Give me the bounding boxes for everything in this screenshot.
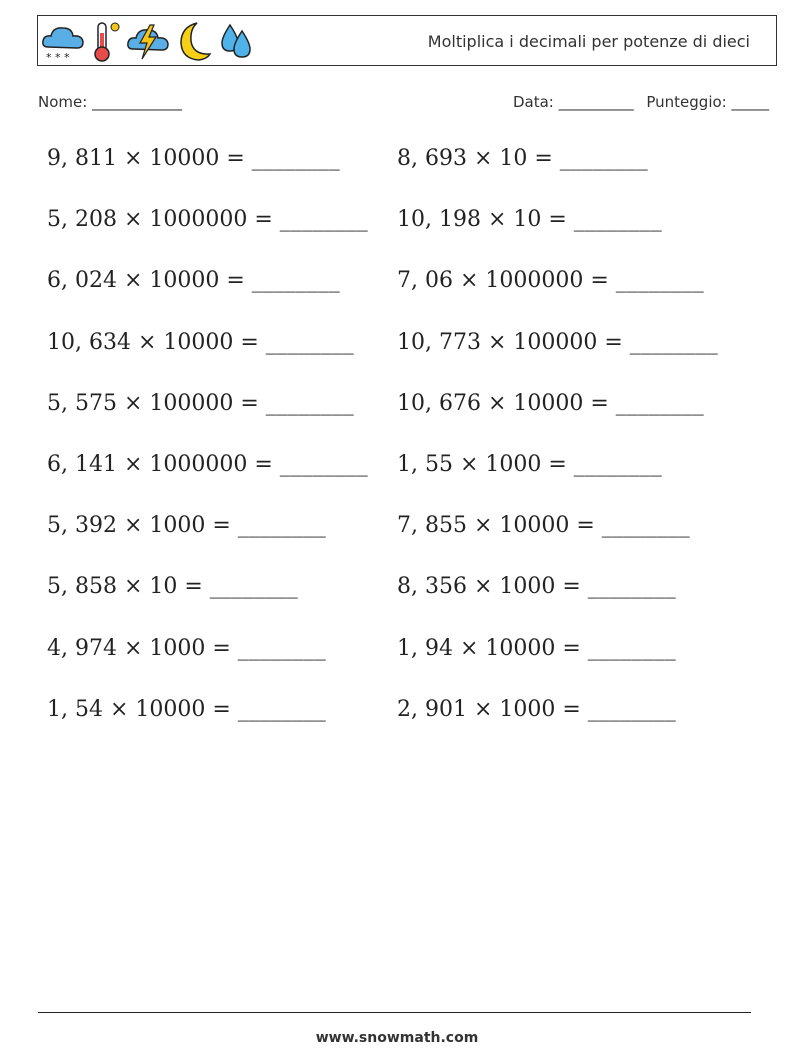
page-title: Moltiplica i decimali per potenze di dieci <box>427 32 750 51</box>
problem: 10, 634 × 10000 = ________ <box>47 329 354 355</box>
problem: 10, 676 × 10000 = ________ <box>397 390 704 416</box>
date-score-fields <box>505 93 769 111</box>
problem: 6, 141 × 1000000 = ________ <box>47 451 368 477</box>
name-field: Nome: ____________ <box>38 93 183 111</box>
problem: 8, 356 × 1000 = ________ <box>397 574 676 600</box>
problem-row <box>47 330 747 391</box>
footer-url: www.snowmath.com <box>315 1030 479 1046</box>
problem-row <box>47 574 747 635</box>
problem: 1, 55 × 1000 = ________ <box>397 451 662 477</box>
problem: 8, 693 × 10 = ________ <box>397 146 648 171</box>
problem-row <box>47 146 747 207</box>
problem: 9, 811 × 10000 = ________ <box>47 146 340 171</box>
problem: 7, 06 × 1000000 = ________ <box>397 268 704 294</box>
thunder-cloud-icon <box>126 19 170 63</box>
moon-icon <box>173 19 213 63</box>
problem: 10, 198 × 10 = ________ <box>397 207 662 233</box>
problem: 6, 024 × 10000 = ________ <box>47 268 340 294</box>
problem-row <box>47 636 747 697</box>
problem: 2, 901 × 1000 = ________ <box>397 696 676 722</box>
problem: 7, 855 × 10000 = ________ <box>397 513 690 539</box>
problem-row <box>47 697 747 758</box>
weather-icons <box>40 18 259 64</box>
problem: 5, 392 × 1000 = ________ <box>47 513 326 539</box>
problem: 5, 575 × 100000 = ________ <box>47 390 354 416</box>
problem-row <box>47 513 747 574</box>
header-box <box>37 15 777 66</box>
problem-row <box>47 207 747 268</box>
problem: 5, 208 × 1000000 = ________ <box>47 207 368 233</box>
snow-cloud-icon <box>40 19 86 63</box>
problem: 1, 54 × 10000 = ________ <box>47 696 326 722</box>
problem-row <box>47 268 747 329</box>
problem: 5, 858 × 10 = ________ <box>47 574 298 600</box>
problem: 1, 94 × 10000 = ________ <box>397 635 676 661</box>
footer-divider <box>38 1012 751 1013</box>
problem-list <box>47 146 747 758</box>
score-field: Punteggio: _____ <box>646 93 769 111</box>
problem-row <box>47 452 747 513</box>
problem: 4, 974 × 1000 = ________ <box>47 635 326 661</box>
svg-text:* * *: * * * <box>46 51 70 63</box>
problem: 10, 773 × 100000 = ________ <box>397 329 718 355</box>
thermometer-icon <box>89 19 123 63</box>
water-drops-icon <box>216 19 256 63</box>
problem-row <box>47 391 747 452</box>
date-field: Data: __________ <box>512 93 634 111</box>
